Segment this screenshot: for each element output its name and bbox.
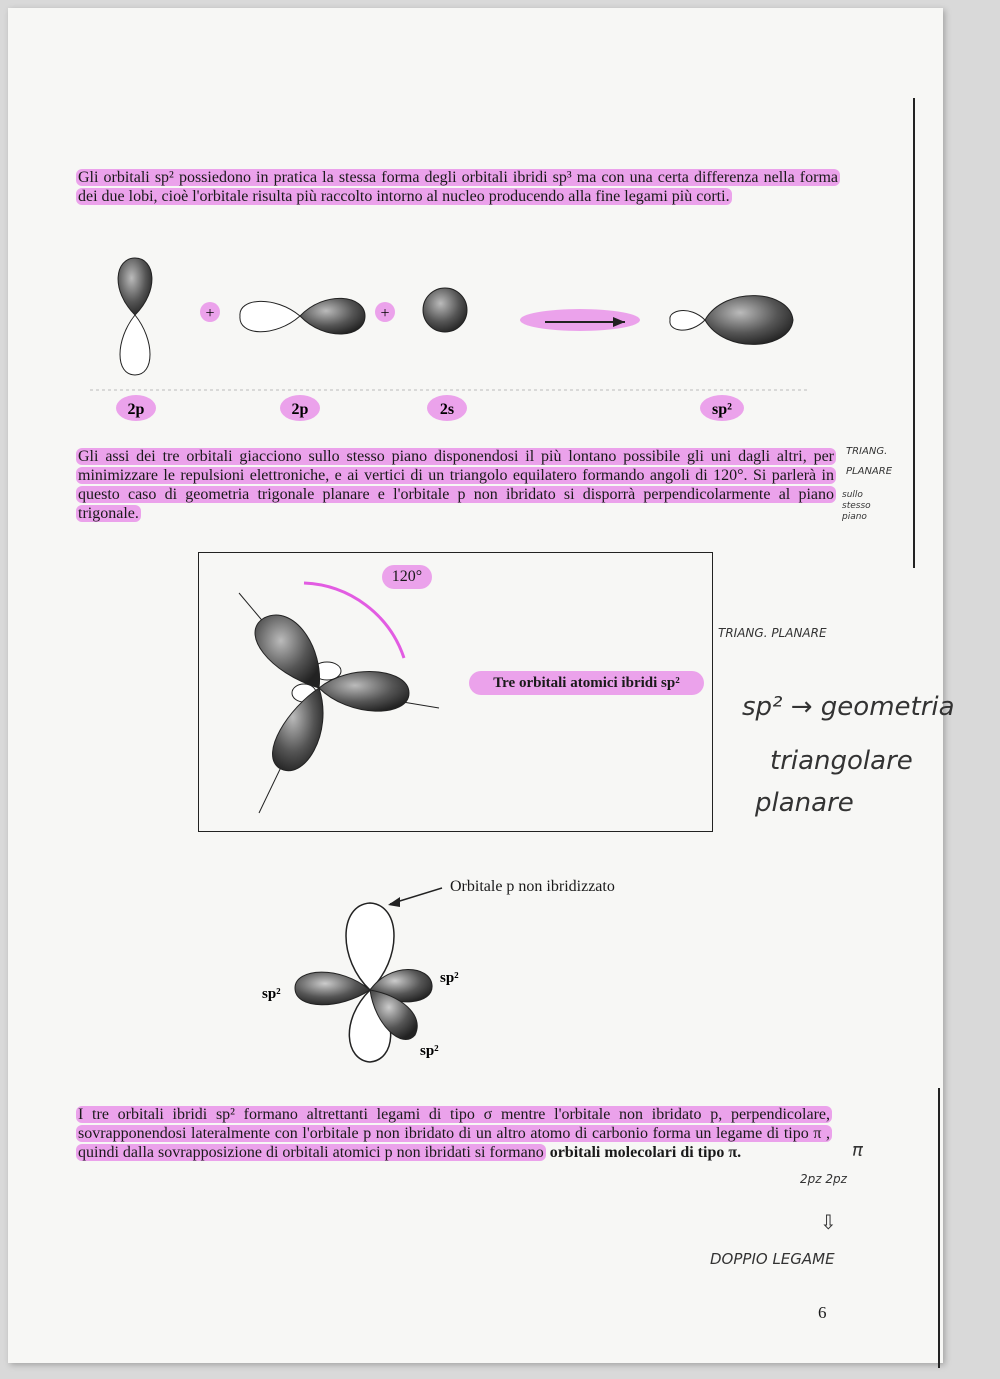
handwritten-note-1: TRIANG. PLANARE — [718, 626, 827, 640]
handwritten-note-5: π — [852, 1140, 863, 1161]
label-sp2: sp² — [712, 401, 732, 418]
orbital-2s — [423, 288, 467, 332]
trigonal-figure-box — [198, 552, 713, 832]
trigonal-caption: Tre orbitali atomici ibridi sp² — [469, 671, 704, 695]
page-edge-line — [913, 98, 915, 568]
handwritten-margin-2: PLANARE — [846, 466, 893, 477]
paragraph-3-text: I tre orbitali ibridi sp² formano altrettanti legami di tipo σ mentre l'orbitale non ibridato p, perpendicolare, sovrapponendosi lateralmente con l'orbitale p non ibridato di un altro atomo di carbonio forma un legame di tipo π , quindi dalla sovrapposizione di orbitali atomici p non ibridati si formano — [78, 1106, 830, 1161]
label-2p-2: 2p — [291, 401, 309, 418]
handwritten-note-4: planare — [755, 788, 854, 818]
paragraph-1-text: Gli orbitali sp² possiedono in pratica la stessa forma degli orbitali ibridi sp³ ma con una certa differenza nella forma dei due lobi, cioè l'orbitale risulta più raccolto intorno al nucleo producendo alla fine legami più corti. — [78, 169, 838, 205]
paragraph-1 — [76, 168, 840, 206]
handwritten-margin-3: sullo stesso piano — [842, 490, 871, 522]
sp2-label-left: sp² — [262, 986, 281, 1002]
handwritten-note-2: sp² → geometria — [742, 692, 955, 722]
angle-label: 120° — [382, 565, 432, 589]
paragraph-2-text: Gli assi dei tre orbitali giacciono sullo stesso piano disponendosi il più lontano possibile gli uni dagli altri, per minimizzare le repulsioni elettroniche, e ai vertici di un triangolo equilatero formando angoli di 120°. Si parlerà in questo caso di geometria trigonale planare e l'orbitale p non ibridato si disporrà perpendicolarmente al piano trigonale. — [78, 448, 834, 522]
sp2-label-bottom: sp² — [420, 1043, 439, 1059]
sp2-label-right: sp² — [440, 970, 459, 986]
plus-sign-1: + — [205, 305, 215, 322]
paragraph-2 — [76, 447, 836, 523]
handwritten-note-6: 2pz 2pz — [800, 1172, 847, 1186]
sp2-lobe-upper — [255, 615, 320, 688]
paragraph-3 — [76, 1105, 832, 1162]
page-number: 6 — [818, 1303, 827, 1322]
handwritten-margin-1: TRIANG. — [846, 446, 888, 457]
pointer-label: Orbitale p non ibridizzato — [450, 878, 615, 895]
paragraph-3-bold: orbitali molecolari di tipo π. — [549, 1144, 742, 1161]
handwritten-arrow-icon: ⇩ — [820, 1210, 837, 1234]
label-2p-1: 2p — [127, 401, 145, 418]
orbital-sp2-hybrid — [670, 296, 793, 345]
pointer-arrow-icon — [388, 888, 442, 907]
handwritten-note-3: triangolare — [770, 746, 913, 776]
hybridization-figure — [90, 250, 810, 430]
plus-sign-2: + — [380, 305, 390, 322]
handwritten-note-7: DOPPIO LEGAME — [710, 1250, 835, 1268]
unhybridized-p-figure — [250, 870, 670, 1070]
orbital-2p-vertical — [118, 258, 152, 375]
label-2s: 2s — [439, 401, 455, 418]
page-edge-line — [938, 1088, 940, 1368]
orbital-2p-horizontal — [240, 298, 365, 334]
